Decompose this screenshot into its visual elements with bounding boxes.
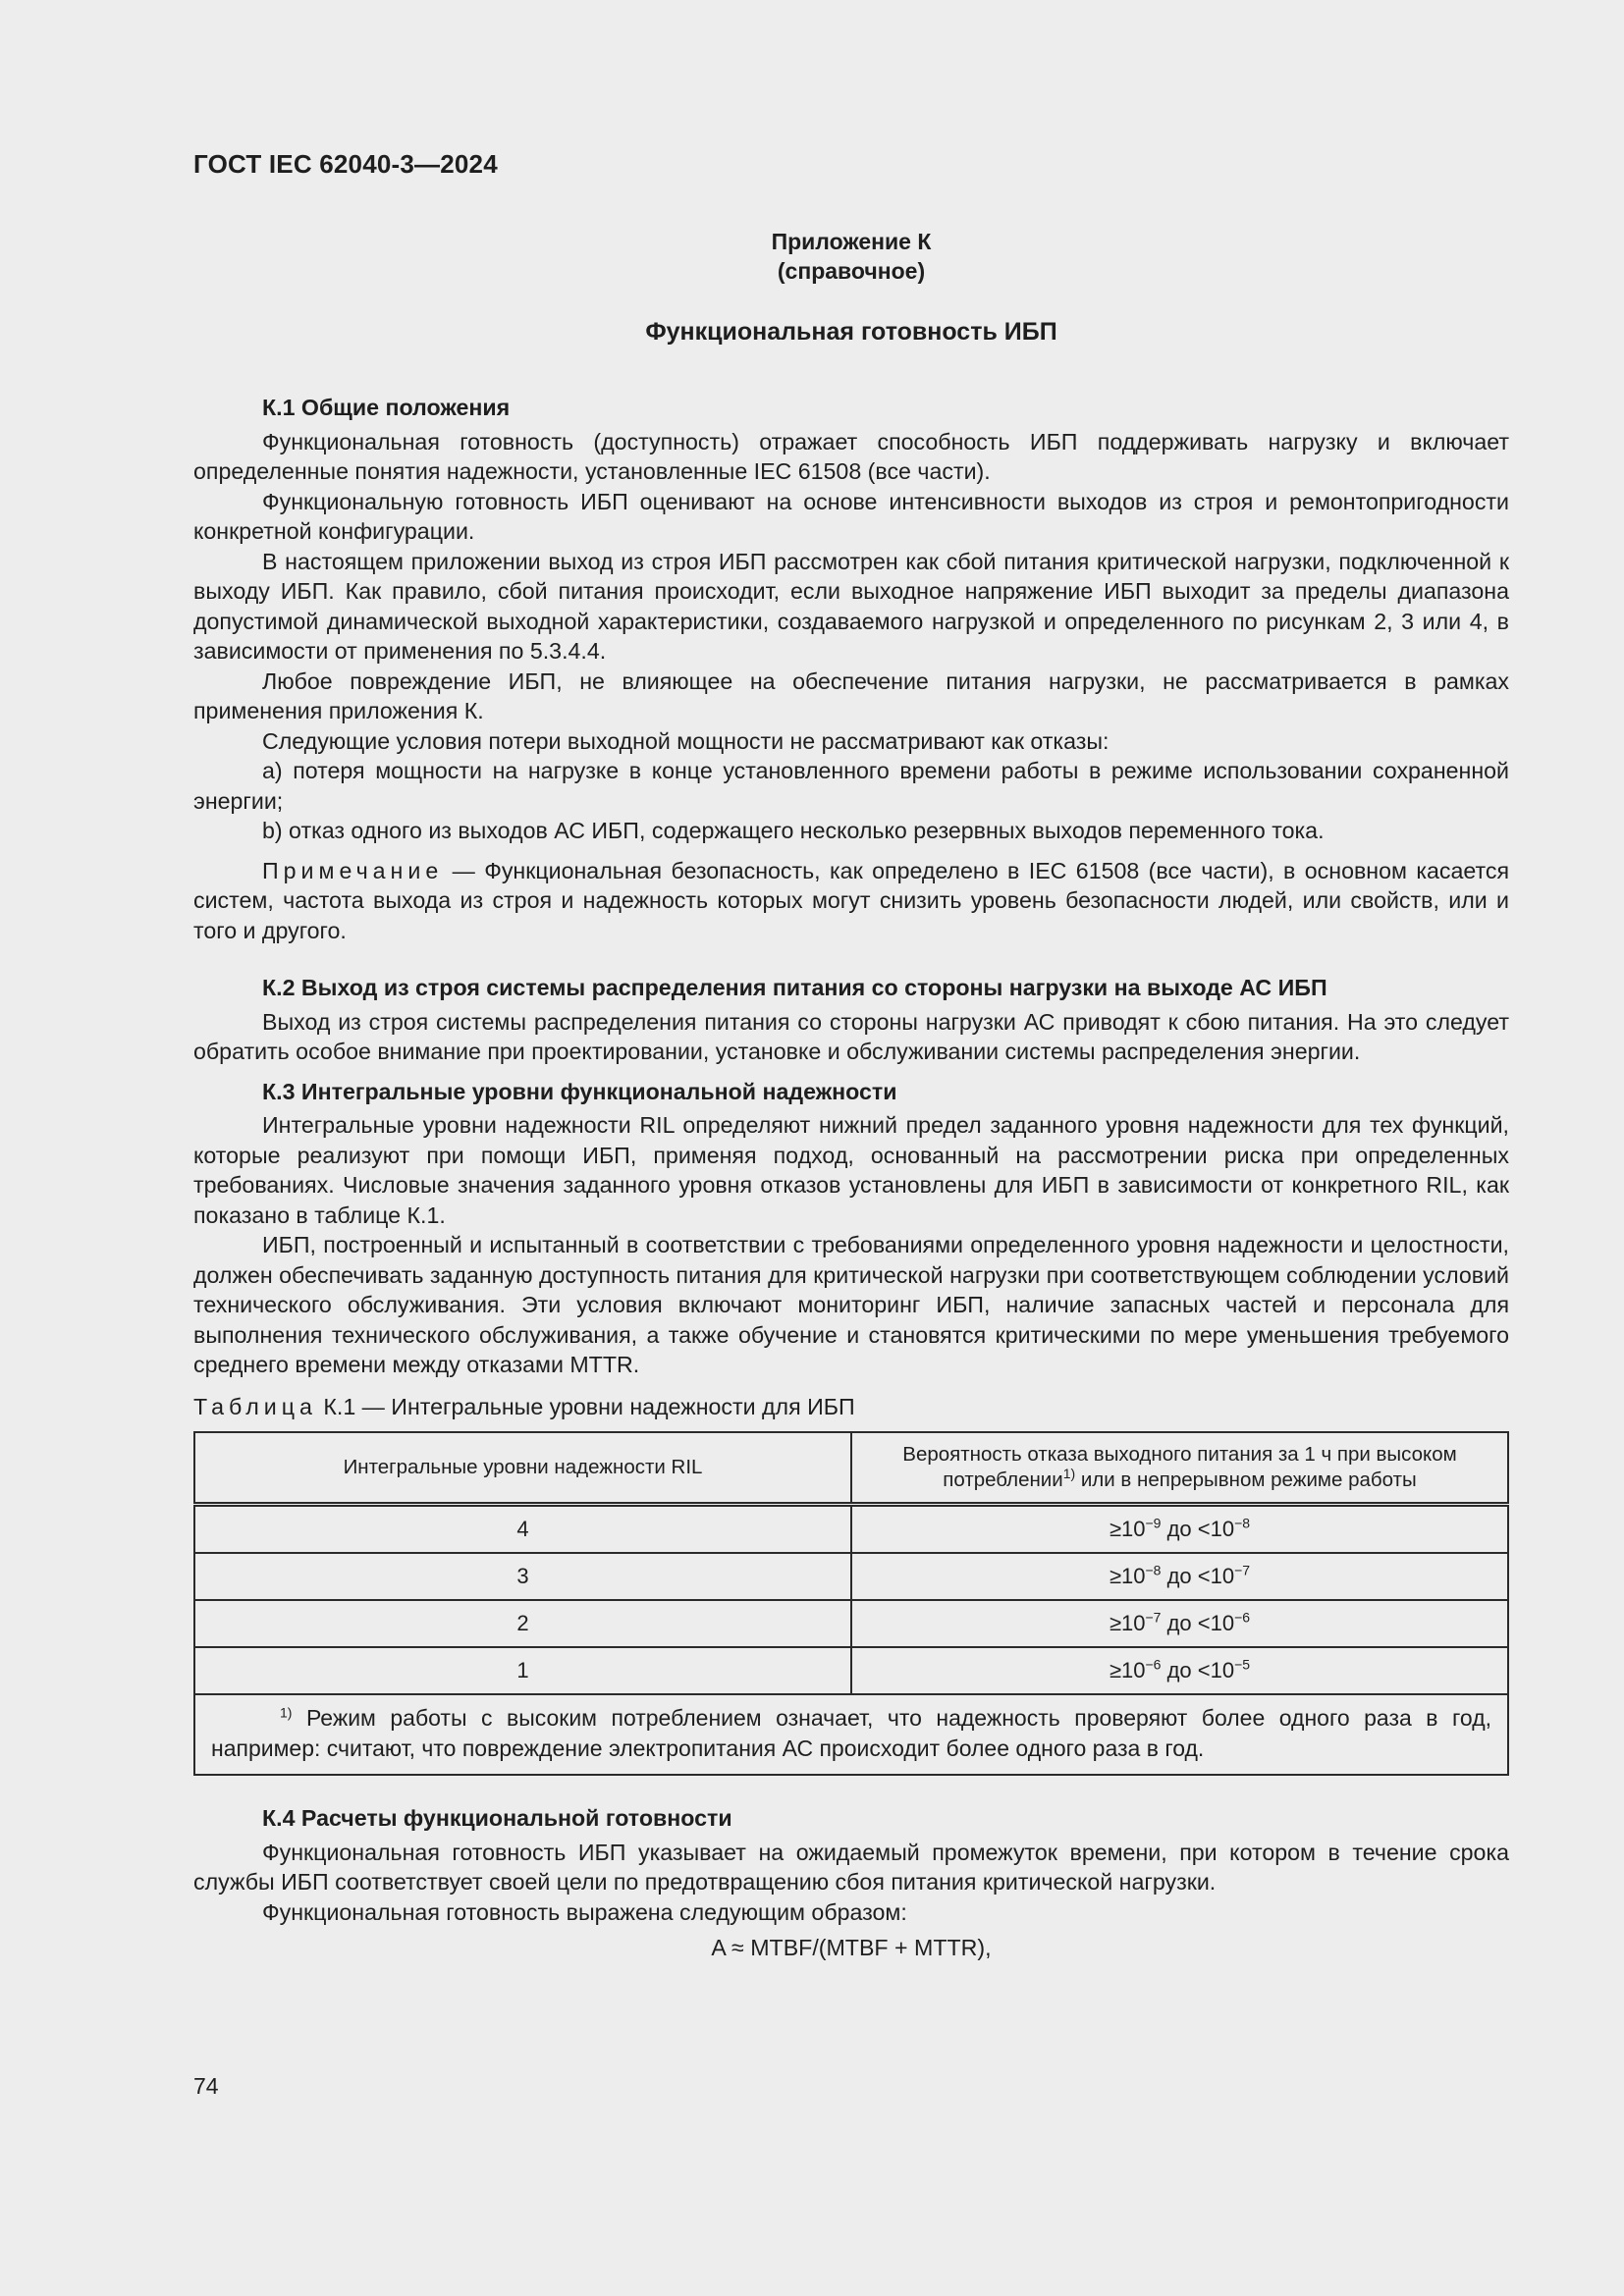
- table-caption: [193, 1392, 1509, 1422]
- annex-body: [193, 393, 1509, 1963]
- table-row: [194, 1600, 1508, 1647]
- section-k2-heading: К.2 Выход из строя системы распределения питания со стороны нагрузки на выходе АС ИБП: [262, 975, 1327, 1000]
- note-label: Примечание: [262, 857, 444, 883]
- paragraph: Интегральные уровни надежности RIL определяют нижний предел заданного уровня надежности для тех функций, которые реализуют при помощи ИБП, применяя подход, основанный на рассмотрении риска при определенных требованиях. Числовые значения заданного уровня отказов установлены для ИБП в зависимости от конкретного RIL, как показано в таблице К.1.: [193, 1112, 1509, 1228]
- probability-range: $\ge 10^{-9}$ до $<10^{-8}$: [851, 1505, 1508, 1554]
- annex-heading: [193, 227, 1509, 286]
- footnote-mark: 1): [280, 1704, 293, 1721]
- paragraph: ИБП, построенный и испытанный в соответствии с требованиями определенного уровня надежности и целостности, должен обеспечивать заданную доступность питания для критической нагрузки при соответствующем соблюдении условий технического обслуживания. Эти условия включают мониторинг ИБП, наличие запасных частей и персонала для выполнения технического обслуживания, а также обучение и становятся критическими по мере уменьшения требуемого среднего времени между отказами MTTR.: [193, 1232, 1509, 1377]
- probability-range: $\ge 10^{-8}$ до $<10^{-7}$: [851, 1553, 1508, 1600]
- paragraph: Функциональная готовность выражена следующим образом:: [262, 1898, 907, 1925]
- section-k1-heading: К.1 Общие положения: [262, 395, 511, 420]
- paragraph: В настоящем приложении выход из строя ИБП рассмотрен как сбой питания критической нагрузки, подключенной к выходу ИБП. Как правило, сбой питания происходит, если выходное напряжение ИБП выходит за пределы диапазона допустимой динамической выходной характеристики, создаваемого нагрузкой и определенного по рисункам 2, 3 или 4, в зависимости от применения по 5.3.4.4.: [193, 548, 1509, 664]
- table-header-ril: Интегральные уровни надежности RIL: [194, 1432, 851, 1505]
- ril-value: 3: [194, 1553, 851, 1600]
- header-text: или в непрерывном режиме работы: [1075, 1468, 1417, 1491]
- ril-value: 1: [194, 1647, 851, 1694]
- table-caption-word: Таблица: [193, 1393, 317, 1419]
- annex-label: Приложение К: [771, 229, 932, 254]
- probability-range: $\ge 10^{-6}$ до $<10^{-5}$: [851, 1647, 1508, 1694]
- paragraph: Любое повреждение ИБП, не влияющее на обеспечение питания нагрузки, не рассматривается в рамках применения приложения К.: [193, 667, 1509, 723]
- paragraph: Функциональную готовность ИБП оценивают на основе интенсивности выходов из строя и ремонтопригодности конкретной конфигурации.: [193, 488, 1509, 544]
- section-k4-heading: К.4 Расчеты функциональной готовности: [262, 1805, 732, 1831]
- section-k3-heading: К.3 Интегральные уровни функциональной надежности: [262, 1078, 897, 1104]
- table-row: [194, 1505, 1508, 1554]
- table-footnote-row: [194, 1694, 1508, 1775]
- annex-kind: (справочное): [777, 258, 926, 284]
- ril-value: 4: [194, 1505, 851, 1554]
- probability-range: $\ge 10^{-7}$ до $<10^{-6}$: [851, 1600, 1508, 1647]
- table-header-probability: [851, 1432, 1508, 1505]
- header-text: Вероятность отказа выходного питания за 1 ч при высоком потреблении: [902, 1443, 1457, 1491]
- list-item-a: a) потеря мощности на нагрузке в конце установленного времени работы в режиме использовании сохраненной энергии;: [193, 758, 1509, 814]
- table-caption-text: К.1 — Интегральные уровни надежности для ИБП: [316, 1393, 855, 1419]
- list-item-b: b) отказ одного из выходов АС ИБП, содержащего несколько резервных выходов переменного тока.: [262, 818, 1325, 843]
- paragraph: Следующие условия потери выходной мощности не рассматривают как отказы:: [262, 727, 1110, 754]
- paragraph: Функциональная готовность (доступность) отражает способность ИБП поддерживать нагрузку и включает определенные понятия надежности, установленные IEC 61508 (все части).: [193, 428, 1509, 484]
- formula: A ≈ MTBF/(MTBF + MTTR),: [711, 1935, 992, 1960]
- standard-header: ГОСТ IEC 62040-3—2024: [193, 149, 498, 179]
- footnote-text: Режим работы с высоким потреблением означает, что надежность проверяют более одного раза в год, например: считают, что повреждение электропитания АС происходит более одного раза в год.: [211, 1705, 1491, 1761]
- table-footnote: [194, 1694, 1508, 1775]
- footnote-ref: 1): [1062, 1466, 1076, 1482]
- document-page: [193, 0, 1509, 2296]
- ril-value: 2: [194, 1600, 851, 1647]
- table-row: [194, 1553, 1508, 1600]
- page-number: 74: [193, 2073, 219, 2099]
- note-text: — Функциональная безопасность, как определено в IEC 61508 (все части), в основном касается систем, частота выхода из строя и надежность которых могут снизить уровень безопасности людей, или свойств, или и того и другого.: [193, 857, 1509, 943]
- paragraph: Выход из строя системы распределения питания со стороны нагрузки АС приводят к сбою питания. На это следует обратить особое внимание при проектировании, установке и обслуживании системы распределения энергии.: [193, 1008, 1509, 1064]
- ril-table: [193, 1431, 1509, 1776]
- paragraph: Функциональная готовность ИБП указывает на ожидаемый промежуток времени, при котором в течение срока службы ИБП соответствует своей цели по предотвращению сбоя питания критической нагрузки.: [193, 1839, 1509, 1895]
- annex-title: Функциональная готовность ИБП: [645, 318, 1057, 346]
- note: [193, 856, 1509, 946]
- table-row: [194, 1647, 1508, 1694]
